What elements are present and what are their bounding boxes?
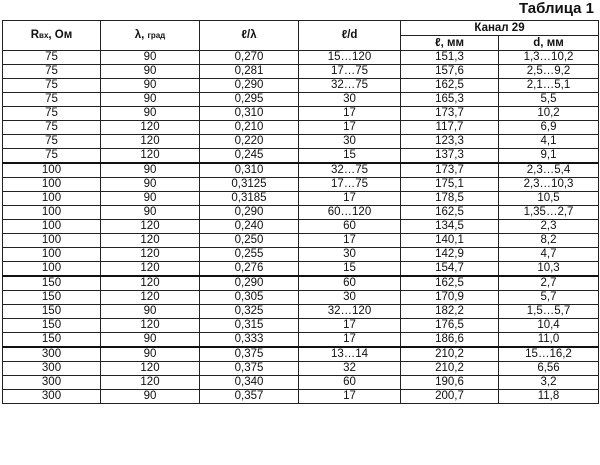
l-d-cell: 17 xyxy=(299,319,401,333)
rin-cell: 300 xyxy=(3,347,101,362)
table-row xyxy=(3,234,599,248)
l-d-cell: 60 xyxy=(299,220,401,234)
l-mm-cell: 154,7 xyxy=(401,262,499,277)
lambda-cell: 120 xyxy=(101,262,200,277)
lambda-cell: 120 xyxy=(101,291,200,305)
l-lambda-cell: 0,255 xyxy=(200,248,299,262)
l-lambda-cell: 0,290 xyxy=(200,79,299,93)
l-lambda-cell: 0,357 xyxy=(200,390,299,404)
l-lambda-cell: 0,333 xyxy=(200,333,299,348)
rin-cell: 100 xyxy=(3,178,101,192)
l-mm-cell: 117,7 xyxy=(401,121,499,135)
d-mm-cell: 1,3…10,2 xyxy=(499,51,599,65)
l-d-cell: 15…120 xyxy=(299,51,401,65)
lambda-cell: 90 xyxy=(101,206,200,220)
table-body xyxy=(3,51,599,404)
lambda-cell: 90 xyxy=(101,178,200,192)
rin-cell: 75 xyxy=(3,107,101,121)
l-lambda-cell: 0,290 xyxy=(200,206,299,220)
lambda-cell: 120 xyxy=(101,376,200,390)
l-d-cell: 60 xyxy=(299,376,401,390)
l-lambda-cell: 0,3125 xyxy=(200,178,299,192)
rin-cell: 75 xyxy=(3,93,101,107)
d-mm-cell: 10,4 xyxy=(499,319,599,333)
l-lambda-cell: 0,250 xyxy=(200,234,299,248)
data-table xyxy=(2,20,599,404)
l-lambda-cell: 0,375 xyxy=(200,347,299,362)
lambda-cell: 120 xyxy=(101,135,200,149)
lambda-cell: 90 xyxy=(101,347,200,362)
l-mm-cell: 162,5 xyxy=(401,276,499,291)
table-row xyxy=(3,248,599,262)
d-mm-cell: 4,7 xyxy=(499,248,599,262)
l-mm-cell: 162,5 xyxy=(401,206,499,220)
l-d-cell: 17 xyxy=(299,121,401,135)
rin-cell: 75 xyxy=(3,65,101,79)
rin-cell: 75 xyxy=(3,149,101,164)
lambda-cell: 90 xyxy=(101,192,200,206)
l-d-cell: 15 xyxy=(299,262,401,277)
table-row xyxy=(3,121,599,135)
l-mm-cell: 190,6 xyxy=(401,376,499,390)
l-d-cell: 32…75 xyxy=(299,79,401,93)
d-mm-cell: 15…16,2 xyxy=(499,347,599,362)
lambda-cell: 120 xyxy=(101,149,200,164)
l-d-cell: 17 xyxy=(299,234,401,248)
l-d-cell: 17…75 xyxy=(299,178,401,192)
table-row xyxy=(3,333,599,348)
d-mm-cell: 11,8 xyxy=(499,390,599,404)
l-mm-cell: 186,6 xyxy=(401,333,499,348)
l-mm-cell: 157,6 xyxy=(401,65,499,79)
d-mm-cell: 2,3…5,4 xyxy=(499,163,599,178)
l-lambda-cell: 0,270 xyxy=(200,51,299,65)
table-row xyxy=(3,291,599,305)
header-l-mm: ℓ, мм xyxy=(401,36,499,51)
d-mm-cell: 11,0 xyxy=(499,333,599,348)
rin-cell: 300 xyxy=(3,376,101,390)
table-row xyxy=(3,79,599,93)
rin-cell: 150 xyxy=(3,305,101,319)
table-caption: Таблица 1 xyxy=(518,0,594,17)
table-row xyxy=(3,192,599,206)
rin-cell: 75 xyxy=(3,79,101,93)
rin-cell: 150 xyxy=(3,319,101,333)
table-row xyxy=(3,163,599,178)
l-lambda-cell: 0,310 xyxy=(200,163,299,178)
header-d-mm: d, мм xyxy=(499,36,599,51)
l-d-cell: 30 xyxy=(299,248,401,262)
l-mm-cell: 170,9 xyxy=(401,291,499,305)
header-l-lambda: ℓ/λ xyxy=(200,21,299,51)
l-lambda-cell: 0,340 xyxy=(200,376,299,390)
l-mm-cell: 151,3 xyxy=(401,51,499,65)
lambda-cell: 90 xyxy=(101,51,200,65)
lambda-cell: 120 xyxy=(101,319,200,333)
l-d-cell: 32…120 xyxy=(299,305,401,319)
lambda-cell: 90 xyxy=(101,333,200,348)
rin-cell: 150 xyxy=(3,276,101,291)
lambda-cell: 120 xyxy=(101,234,200,248)
d-mm-cell: 4,1 xyxy=(499,135,599,149)
l-mm-cell: 175,1 xyxy=(401,178,499,192)
l-d-cell: 17…75 xyxy=(299,65,401,79)
l-d-cell: 60 xyxy=(299,276,401,291)
l-lambda-cell: 0,245 xyxy=(200,149,299,164)
l-d-cell: 17 xyxy=(299,107,401,121)
d-mm-cell: 2,7 xyxy=(499,276,599,291)
d-mm-cell: 10,2 xyxy=(499,107,599,121)
l-mm-cell: 178,5 xyxy=(401,192,499,206)
l-mm-cell: 182,2 xyxy=(401,305,499,319)
d-mm-cell: 9,1 xyxy=(499,149,599,164)
rin-cell: 100 xyxy=(3,262,101,277)
table-row xyxy=(3,65,599,79)
d-mm-cell: 3,2 xyxy=(499,376,599,390)
l-lambda-cell: 0,210 xyxy=(200,121,299,135)
l-lambda-cell: 0,3185 xyxy=(200,192,299,206)
l-mm-cell: 210,2 xyxy=(401,362,499,376)
d-mm-cell: 2,3…10,3 xyxy=(499,178,599,192)
l-lambda-cell: 0,305 xyxy=(200,291,299,305)
l-lambda-cell: 0,290 xyxy=(200,276,299,291)
l-lambda-cell: 0,315 xyxy=(200,319,299,333)
l-d-cell: 15 xyxy=(299,149,401,164)
lambda-cell: 90 xyxy=(101,107,200,121)
l-d-cell: 32 xyxy=(299,362,401,376)
l-lambda-cell: 0,295 xyxy=(200,93,299,107)
d-mm-cell: 10,5 xyxy=(499,192,599,206)
table-row xyxy=(3,376,599,390)
l-d-cell: 30 xyxy=(299,93,401,107)
l-d-cell: 32…75 xyxy=(299,163,401,178)
d-mm-cell: 5,7 xyxy=(499,291,599,305)
rin-cell: 300 xyxy=(3,362,101,376)
l-mm-cell: 165,3 xyxy=(401,93,499,107)
l-lambda-cell: 0,220 xyxy=(200,135,299,149)
table-row xyxy=(3,93,599,107)
l-d-cell: 17 xyxy=(299,192,401,206)
l-mm-cell: 176,5 xyxy=(401,319,499,333)
table-row xyxy=(3,262,599,277)
l-d-cell: 60…120 xyxy=(299,206,401,220)
table-row xyxy=(3,319,599,333)
lambda-cell: 120 xyxy=(101,362,200,376)
lambda-cell: 90 xyxy=(101,390,200,404)
l-lambda-cell: 0,375 xyxy=(200,362,299,376)
lambda-cell: 90 xyxy=(101,79,200,93)
table-row xyxy=(3,178,599,192)
rin-cell: 75 xyxy=(3,51,101,65)
l-mm-cell: 173,7 xyxy=(401,107,499,121)
lambda-cell: 120 xyxy=(101,248,200,262)
lambda-cell: 120 xyxy=(101,276,200,291)
l-mm-cell: 137,3 xyxy=(401,149,499,164)
table-row xyxy=(3,206,599,220)
d-mm-cell: 2,3 xyxy=(499,220,599,234)
lambda-cell: 90 xyxy=(101,93,200,107)
lambda-cell: 90 xyxy=(101,65,200,79)
l-mm-cell: 200,7 xyxy=(401,390,499,404)
header-channel: Канал 29 xyxy=(401,21,599,36)
header-l-d: ℓ/d xyxy=(299,21,401,51)
rin-cell: 100 xyxy=(3,220,101,234)
table-row xyxy=(3,390,599,404)
d-mm-cell: 1,35…2,7 xyxy=(499,206,599,220)
table-row xyxy=(3,347,599,362)
table-row xyxy=(3,220,599,234)
d-mm-cell: 2,1…5,1 xyxy=(499,79,599,93)
rin-cell: 100 xyxy=(3,192,101,206)
l-mm-cell: 173,7 xyxy=(401,163,499,178)
d-mm-cell: 8,2 xyxy=(499,234,599,248)
l-d-cell: 13…14 xyxy=(299,347,401,362)
d-mm-cell: 2,5…9,2 xyxy=(499,65,599,79)
l-d-cell: 17 xyxy=(299,333,401,348)
d-mm-cell: 6,9 xyxy=(499,121,599,135)
table-row xyxy=(3,107,599,121)
table-row xyxy=(3,276,599,291)
rin-cell: 150 xyxy=(3,333,101,348)
rin-cell: 300 xyxy=(3,390,101,404)
l-lambda-cell: 0,325 xyxy=(200,305,299,319)
d-mm-cell: 5,5 xyxy=(499,93,599,107)
l-mm-cell: 142,9 xyxy=(401,248,499,262)
l-mm-cell: 134,5 xyxy=(401,220,499,234)
header-rin: Rвх, Ом xyxy=(3,21,101,51)
l-mm-cell: 140,1 xyxy=(401,234,499,248)
header-lambda: λ, град xyxy=(101,21,200,51)
l-lambda-cell: 0,276 xyxy=(200,262,299,277)
rin-cell: 75 xyxy=(3,135,101,149)
l-mm-cell: 123,3 xyxy=(401,135,499,149)
rin-cell: 100 xyxy=(3,234,101,248)
table-row xyxy=(3,362,599,376)
table-row xyxy=(3,51,599,65)
d-mm-cell: 10,3 xyxy=(499,262,599,277)
l-d-cell: 17 xyxy=(299,390,401,404)
d-mm-cell: 1,5…5,7 xyxy=(499,305,599,319)
rin-cell: 150 xyxy=(3,291,101,305)
l-lambda-cell: 0,240 xyxy=(200,220,299,234)
lambda-cell: 120 xyxy=(101,121,200,135)
lambda-cell: 90 xyxy=(101,305,200,319)
rin-cell: 100 xyxy=(3,163,101,178)
table-row xyxy=(3,135,599,149)
l-mm-cell: 162,5 xyxy=(401,79,499,93)
lambda-cell: 120 xyxy=(101,220,200,234)
d-mm-cell: 6,56 xyxy=(499,362,599,376)
l-lambda-cell: 0,310 xyxy=(200,107,299,121)
l-mm-cell: 210,2 xyxy=(401,347,499,362)
table-row xyxy=(3,305,599,319)
l-d-cell: 30 xyxy=(299,291,401,305)
rin-cell: 100 xyxy=(3,248,101,262)
table-row xyxy=(3,149,599,164)
rin-cell: 100 xyxy=(3,206,101,220)
l-lambda-cell: 0,281 xyxy=(200,65,299,79)
lambda-cell: 90 xyxy=(101,163,200,178)
l-d-cell: 30 xyxy=(299,135,401,149)
rin-cell: 75 xyxy=(3,121,101,135)
